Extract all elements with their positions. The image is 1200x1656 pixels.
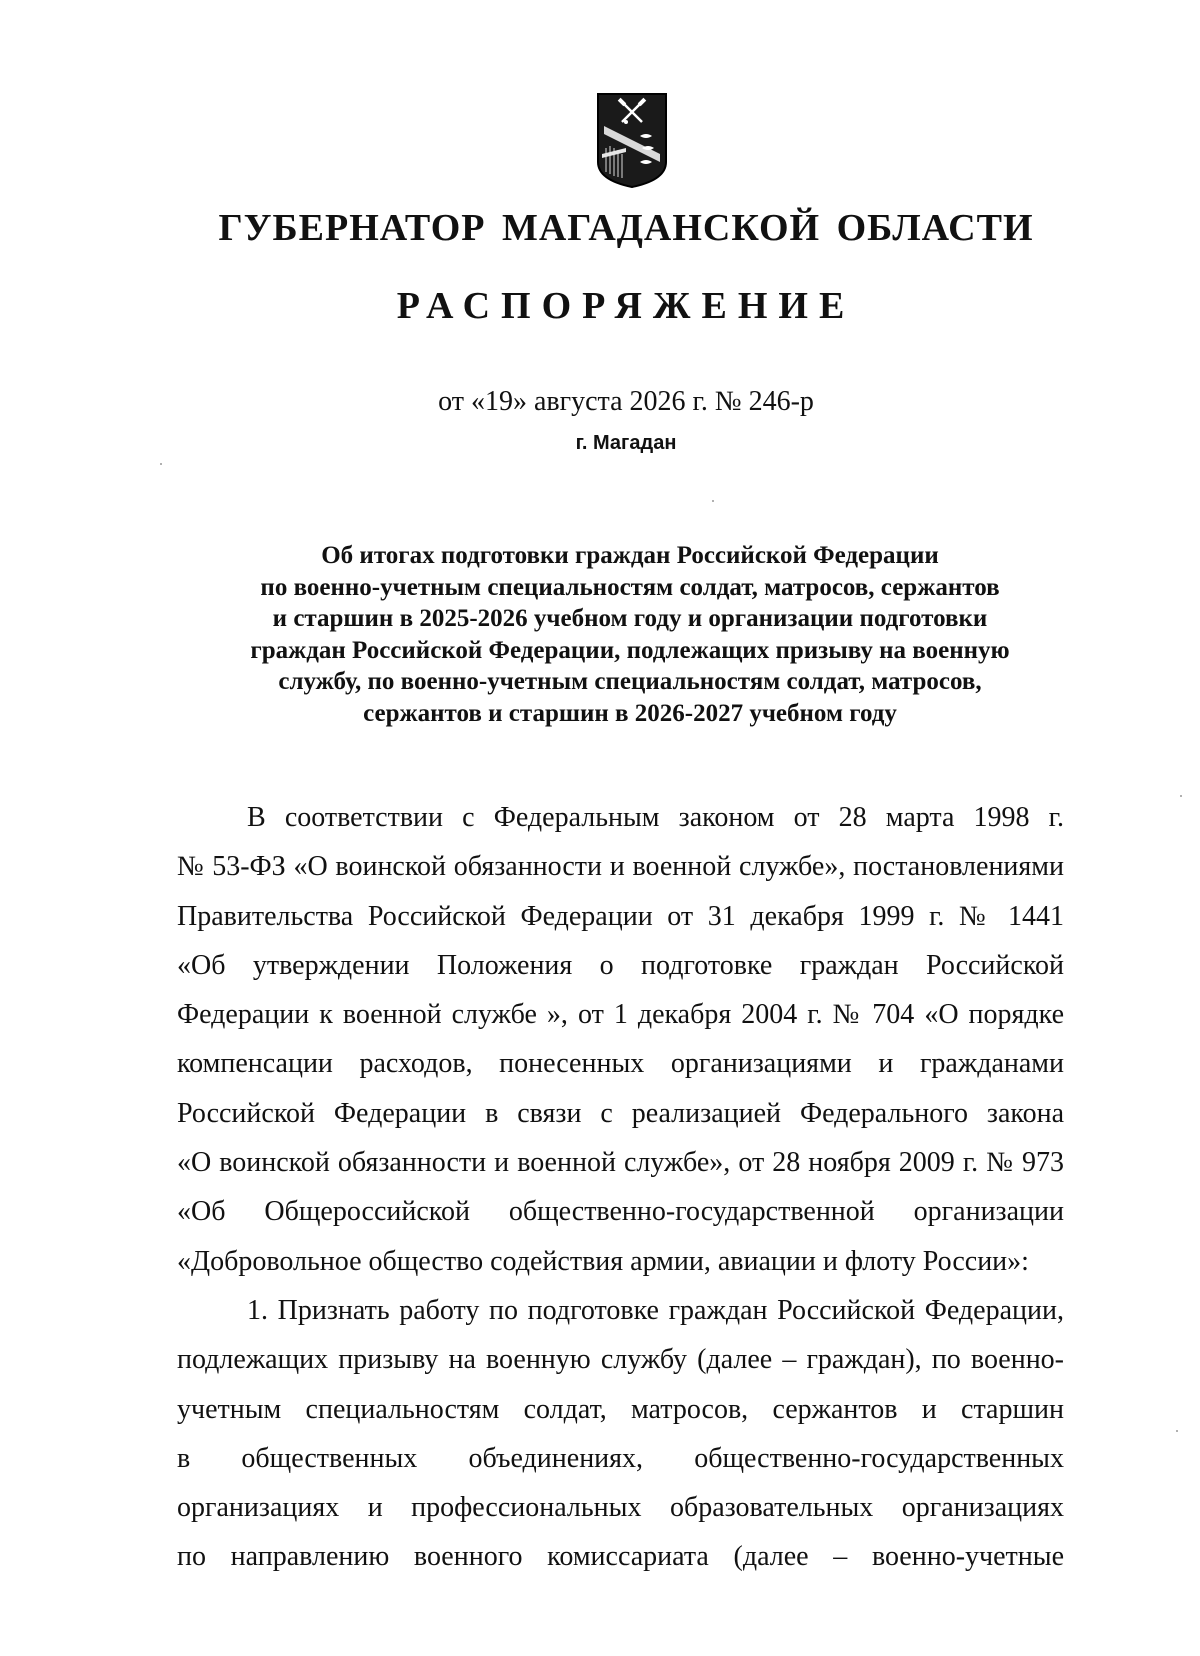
document-date-number: от «19» августа 2026 г. № 246-р bbox=[438, 386, 814, 417]
scan-speck bbox=[160, 463, 162, 465]
body-line: в общественных объединениях, общественно-государственных bbox=[177, 1442, 1064, 1474]
body-line: по направлению военного комиссариата (далее – военно-учетные bbox=[177, 1541, 1064, 1573]
scan-speck bbox=[1180, 795, 1182, 797]
subject-line: сержантов и старшин в 2026-2027 учебном году bbox=[363, 699, 897, 727]
body-line: 1. Признать работу по подготовке граждан Российской Федерации, bbox=[247, 1294, 1064, 1326]
body-line: В соответствии с Федеральным законом от 28 марта 1998 г. bbox=[247, 802, 1064, 833]
document-city: г. Магадан bbox=[575, 432, 677, 454]
body-line: подлежащих призыву на военную службу (далее – граждан), по военно- bbox=[177, 1344, 1064, 1376]
body-line: Российской Федерации в связи с реализацией Федерального закона bbox=[177, 1097, 1064, 1129]
body-line: «Об Общероссийской общественно-государственной организации bbox=[177, 1196, 1064, 1228]
body-line: «О воинской обязанности и военной службе», от 28 ноября 2009 г. № 973 bbox=[177, 1147, 1064, 1179]
body-line: «Добровольное общество содействия армии, авиации и флоту России»: bbox=[177, 1245, 1029, 1277]
document-body bbox=[177, 793, 1064, 1582]
document-type: РАСПОРЯЖЕНИЕ bbox=[396, 285, 856, 327]
coat-of-arms-emblem bbox=[596, 92, 668, 188]
scan-speck bbox=[1176, 1430, 1178, 1432]
subject-line: по военно-учетным специальностям солдат, матросов, сержантов bbox=[260, 573, 1000, 601]
subject-line: Об итогах подготовки граждан Российской Федерации bbox=[321, 542, 939, 569]
document-subject bbox=[180, 540, 1080, 729]
subject-line: граждан Российской Федерации, подлежащих призыву на военную bbox=[250, 636, 1010, 664]
authority-title: ГУБЕРНАТОР МАГАДАНСКОЙ ОБЛАСТИ bbox=[218, 207, 1034, 249]
body-line: № 53-ФЗ «О воинской обязанности и военной службе», постановлениями bbox=[177, 851, 1064, 883]
subject-line: и старшин в 2025-2026 учебном году и организации подготовки bbox=[272, 605, 988, 632]
body-line: компенсации расходов, понесенных организациями и гражданами bbox=[177, 1048, 1064, 1080]
body-line: учетным специальностям солдат, матросов, сержантов и старшин bbox=[177, 1393, 1064, 1425]
body-line: организациях и профессиональных образовательных организациях bbox=[177, 1492, 1064, 1524]
scan-speck bbox=[712, 500, 714, 502]
body-line: Правительства Российской Федерации от 31 декабря 1999 г. № 1441 bbox=[177, 900, 1064, 932]
body-line: Федерации к военной службе », от 1 декабря 2004 г. № 704 «О порядке bbox=[177, 999, 1064, 1031]
subject-line: службу, по военно-учетным специальностям солдат, матросов, bbox=[278, 668, 982, 695]
body-line: «Об утверждении Положения о подготовке граждан Российской bbox=[177, 949, 1064, 981]
